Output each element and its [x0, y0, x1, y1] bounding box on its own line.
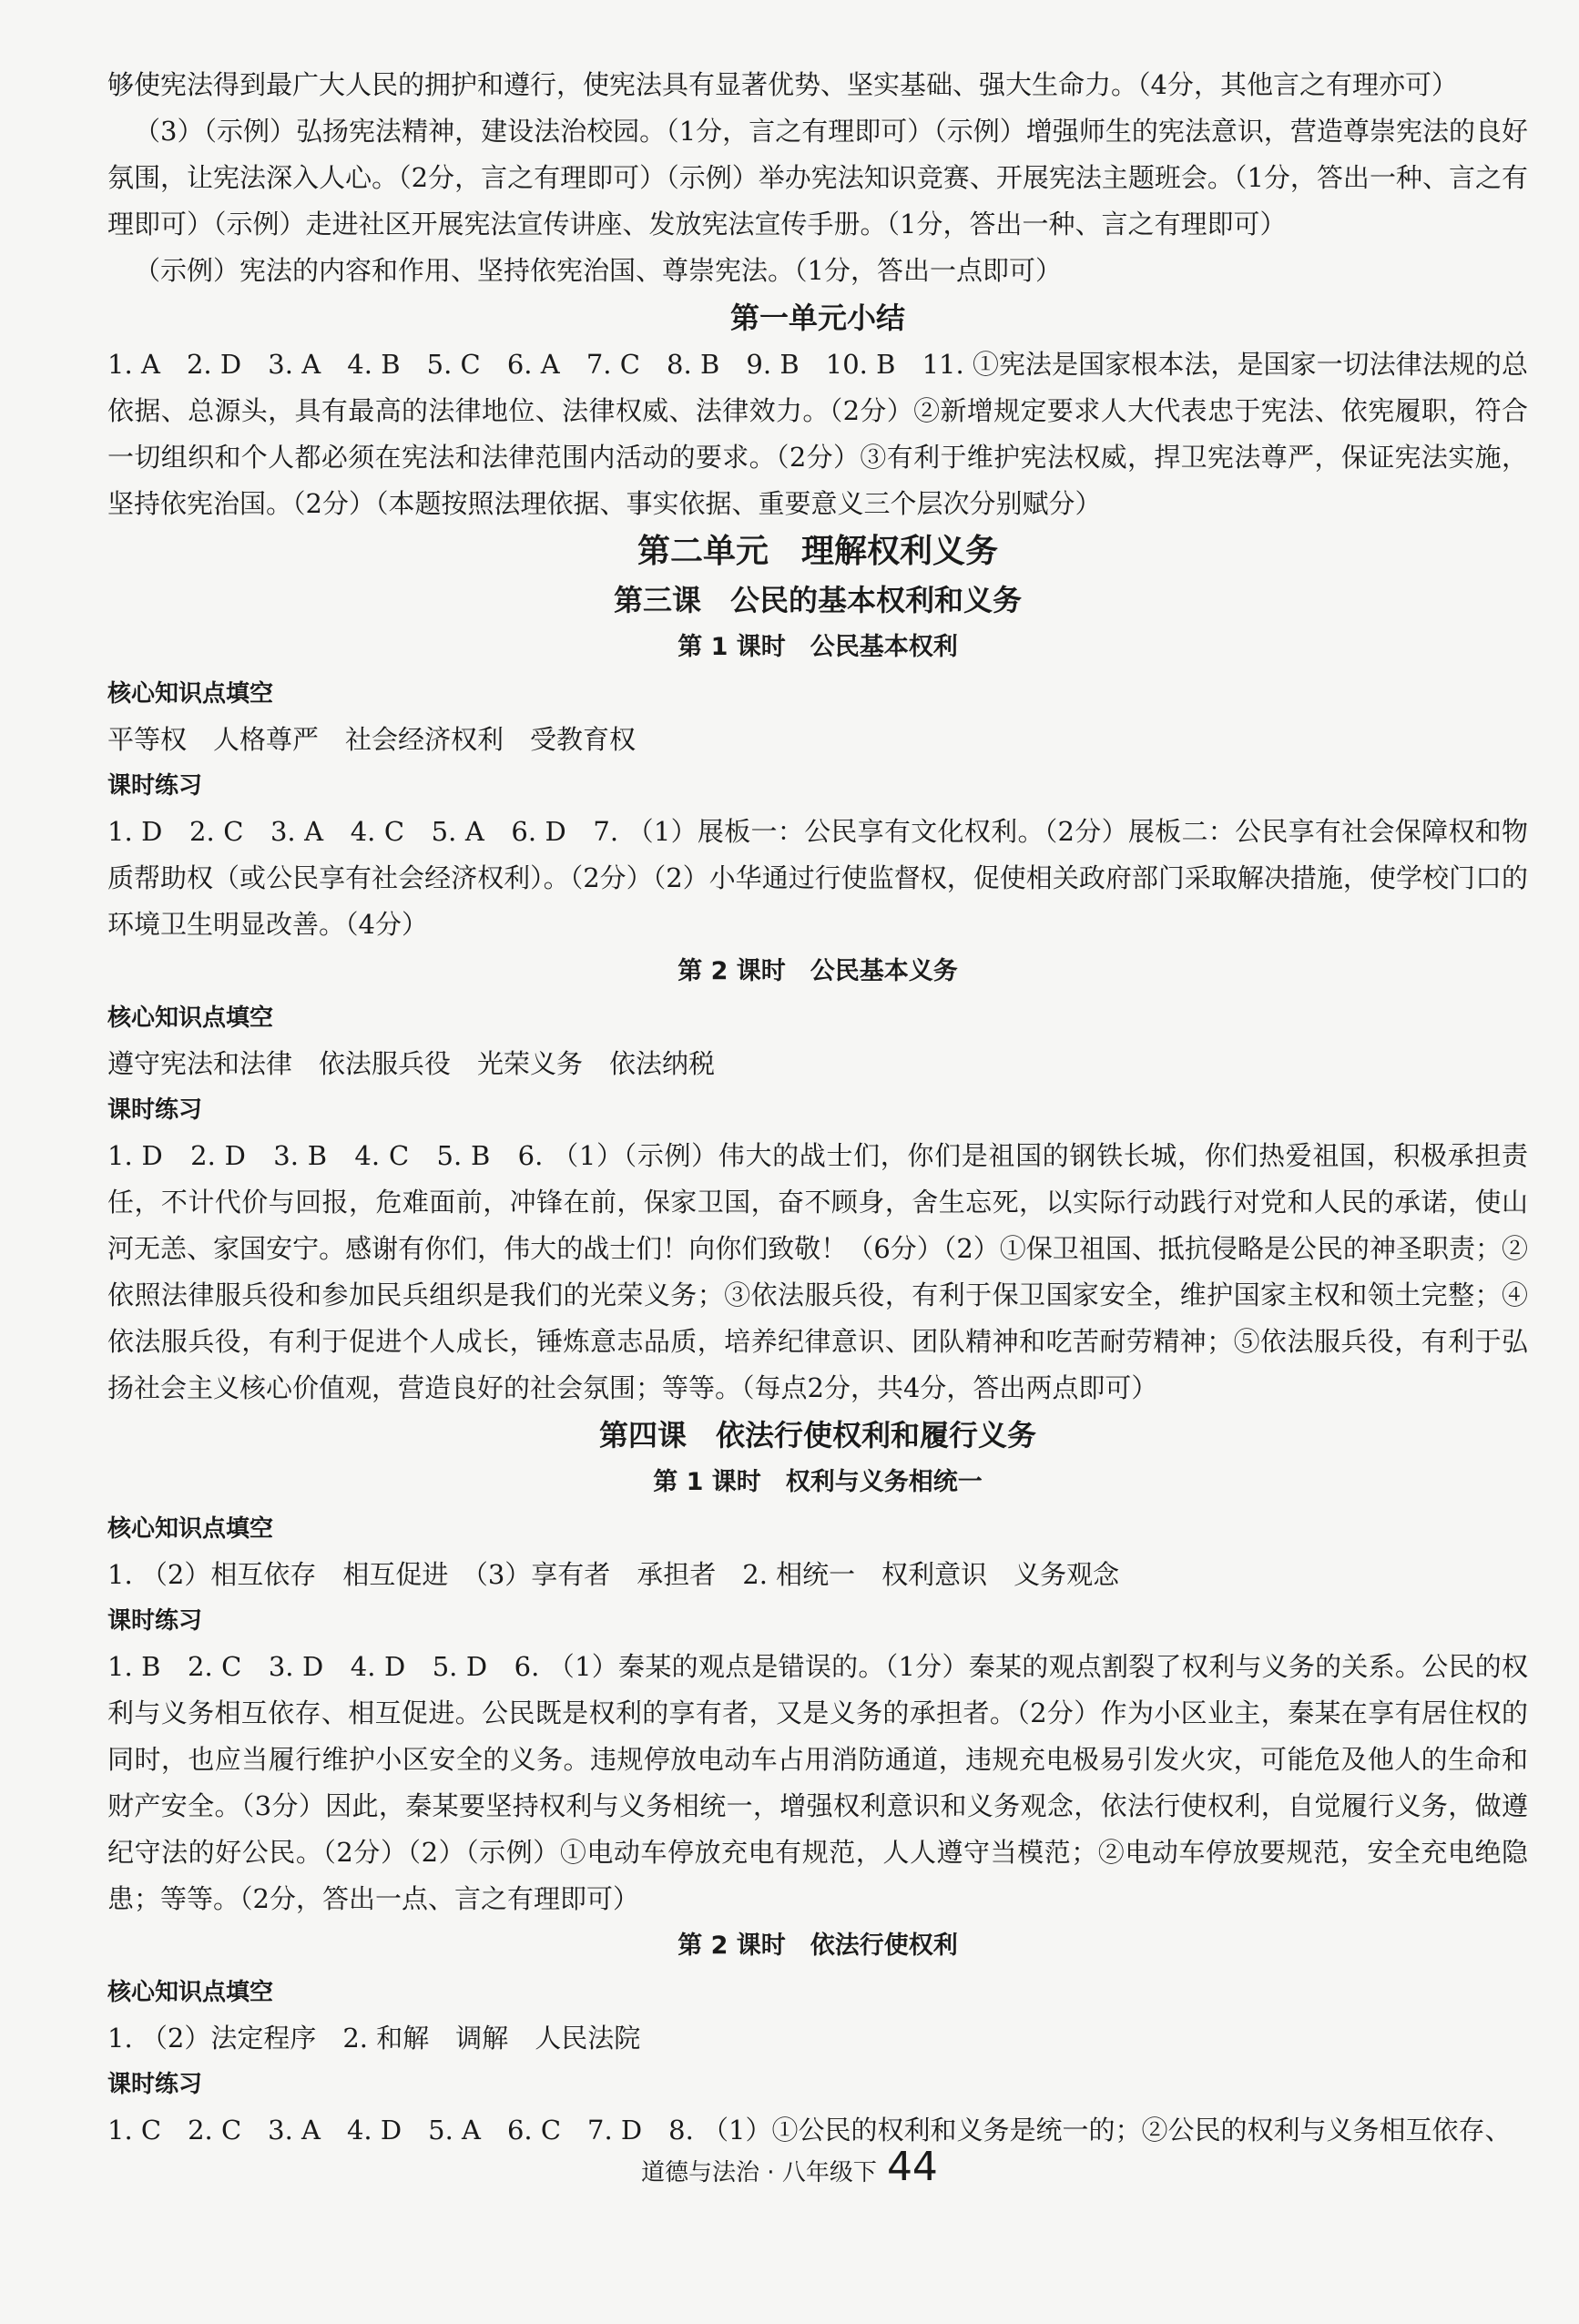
lesson-heading: 第四课 依法行使权利和履行义务	[598, 1418, 1036, 1452]
unit-summary-heading: 第一单元小结	[729, 301, 905, 335]
text-paragraph: 1. B 2. C 3. D 4. D 5. D 6. （1）秦某的观点是错误的。（1分）秦某的观点割裂了权利与义务的关系。公民的权利与义务相互依存、相互促进。公民既是权利的享有者，又是义务的承担者。（2分）作为小区业主，秦某在享有居住权的同时，也应当履行维护小区安全的义务。违规停放电动车占用消防通道，违规充电极易引发火灾，可能危及他人的生命和财产安全。（3分）因此，秦某要坚持权利与义务相统一，增强权利意识和义务观念，依法行使权利，自觉履行义务，做遵纪守法的好公民。（2分）（2）（示例）①电动车停放充电有规范，人人遵守当模范；②电动车停放要规范，安全充电绝隐患；等等。（2分，答出一点、言之有理即可）	[107, 1651, 1528, 1914]
section-label: 课时练习	[107, 1096, 203, 1124]
text-paragraph: 1. （2）相互依存 相互促进 （3）享有者 承担者 2. 相统一 权利意识 义务观念	[107, 1559, 1120, 1590]
section-label: 核心知识点填空	[107, 680, 274, 708]
section-label: 核心知识点填空	[107, 1979, 274, 2006]
section-label: 核心知识点填空	[107, 1515, 274, 1543]
text-paragraph: 1. D 2. D 3. B 4. C 5. B 6. （1）（示例）伟大的战士们，你们是祖国的钢铁长城，你们热爱祖国，积极承担责任，不计代价与回报，危难面前，冲锋在前，保家卫国，奋不顾身，舍生忘死，以实际行动践行对党和人民的承诺，使山河无恙、家国安宁。感谢有你们，伟大的战士们！向你们致敬！（6分）（2）①保卫祖国、抵抗侵略是公民的神圣职责；②依照法律服兵役和参加民兵组织是我们的光荣义务；③依法服兵役，有利于保卫国家安全，维护国家主权和领土完整；④依法服兵役，有利于促进个人成长，锤炼意志品质，培养纪律意识、团队精神和吃苦耐劳精神；⑤依法服兵役，有利于弘扬社会主义核心价值观，营造良好的社会氛围；等等。（每点2分，共4分，答出两点即可）	[107, 1140, 1528, 1403]
text-paragraph: 1. D 2. C 3. A 4. C 5. A 6. D 7. （1）展板一：公民享有文化权利。（2分）展板二：公民享有社会保障权和物质帮助权（或公民享有社会经济权利）。（2分）（2）小华通过行使监督权，促使相关政府部门采取解决措施，使学校门口的环境卫生明显改善。（4分）	[107, 816, 1528, 940]
period-heading: 第 1 课时 权利与义务相统一	[653, 1468, 983, 1496]
text-paragraph: 遵守宪法和法律 依法服兵役 光荣义务 依法纳税	[107, 1048, 716, 1079]
lesson-heading: 第三课 公民的基本权利和义务	[613, 583, 1022, 617]
text-paragraph: 够使宪法得到最广大人民的拥护和遵行，使宪法具有显著优势、坚实基础、强大生命力。（4分，其他言之有理亦可）	[107, 69, 1458, 100]
section-label: 课时练习	[107, 1607, 203, 1635]
text-paragraph: （示例）宪法的内容和作用、坚持依宪治国、尊崇宪法。（1分，答出一点即可）	[134, 255, 1062, 286]
period-heading: 第 2 课时 依法行使权利	[677, 1932, 958, 1960]
page-footer	[0, 2144, 1579, 2190]
section-label: 课时练习	[107, 772, 203, 800]
text-paragraph: 1. （2）法定程序 2. 和解 调解 人民法院	[107, 2023, 641, 2054]
unit-heading: 第二单元 理解权利义务	[637, 533, 998, 570]
page-content	[107, 62, 1528, 2154]
section-label: 课时练习	[107, 2071, 203, 2098]
text-paragraph: 1. C 2. C 3. A 4. D 5. A 6. C 7. D 8. （1）①公民的权利和义务是统一的；②公民的权利与义务相互依存、	[107, 2115, 1512, 2146]
text-paragraph: 平等权 人格尊严 社会经济权利 受教育权	[107, 724, 637, 755]
text-paragraph: 1. A 2. D 3. A 4. B 5. C 6. A 7. C 8. B 9. B 10. B 11. ①宪法是国家根本法，是国家一切法律法规的总依据、总源头，具有最高的法律地位、法律权威、法律效力。（2分）②新增规定要求人大代表忠于宪法、依宪履职，符合一切组织和个人都必须在宪法和法律范围内活动的要求。（2分）③有利于维护宪法权威，捍卫宪法尊严，保证宪法实施，坚持依宪治国。（2分）（本题按照法理依据、事实依据、重要意义三个层次分别赋分）	[107, 349, 1528, 519]
page-number: 44	[886, 2144, 938, 2190]
period-heading: 第 1 课时 公民基本权利	[677, 633, 958, 661]
text-paragraph: （3）（示例）弘扬宪法精神，建设法治校园。（1分，言之有理即可）（示例）增强师生的宪法意识，营造尊崇宪法的良好氛围，让宪法深入人心。（2分，言之有理即可）（示例）举办宪法知识竞赛、开展宪法主题班会。（1分，答出一种、言之有理即可）（示例）走进社区开展宪法宣传讲座、发放宪法宣传手册。（1分，答出一种、言之有理即可）	[107, 116, 1528, 240]
section-label: 核心知识点填空	[107, 1004, 274, 1032]
period-heading: 第 2 课时 公民基本义务	[677, 957, 958, 985]
book-title: 道德与法治 · 八年级下	[641, 2159, 877, 2186]
